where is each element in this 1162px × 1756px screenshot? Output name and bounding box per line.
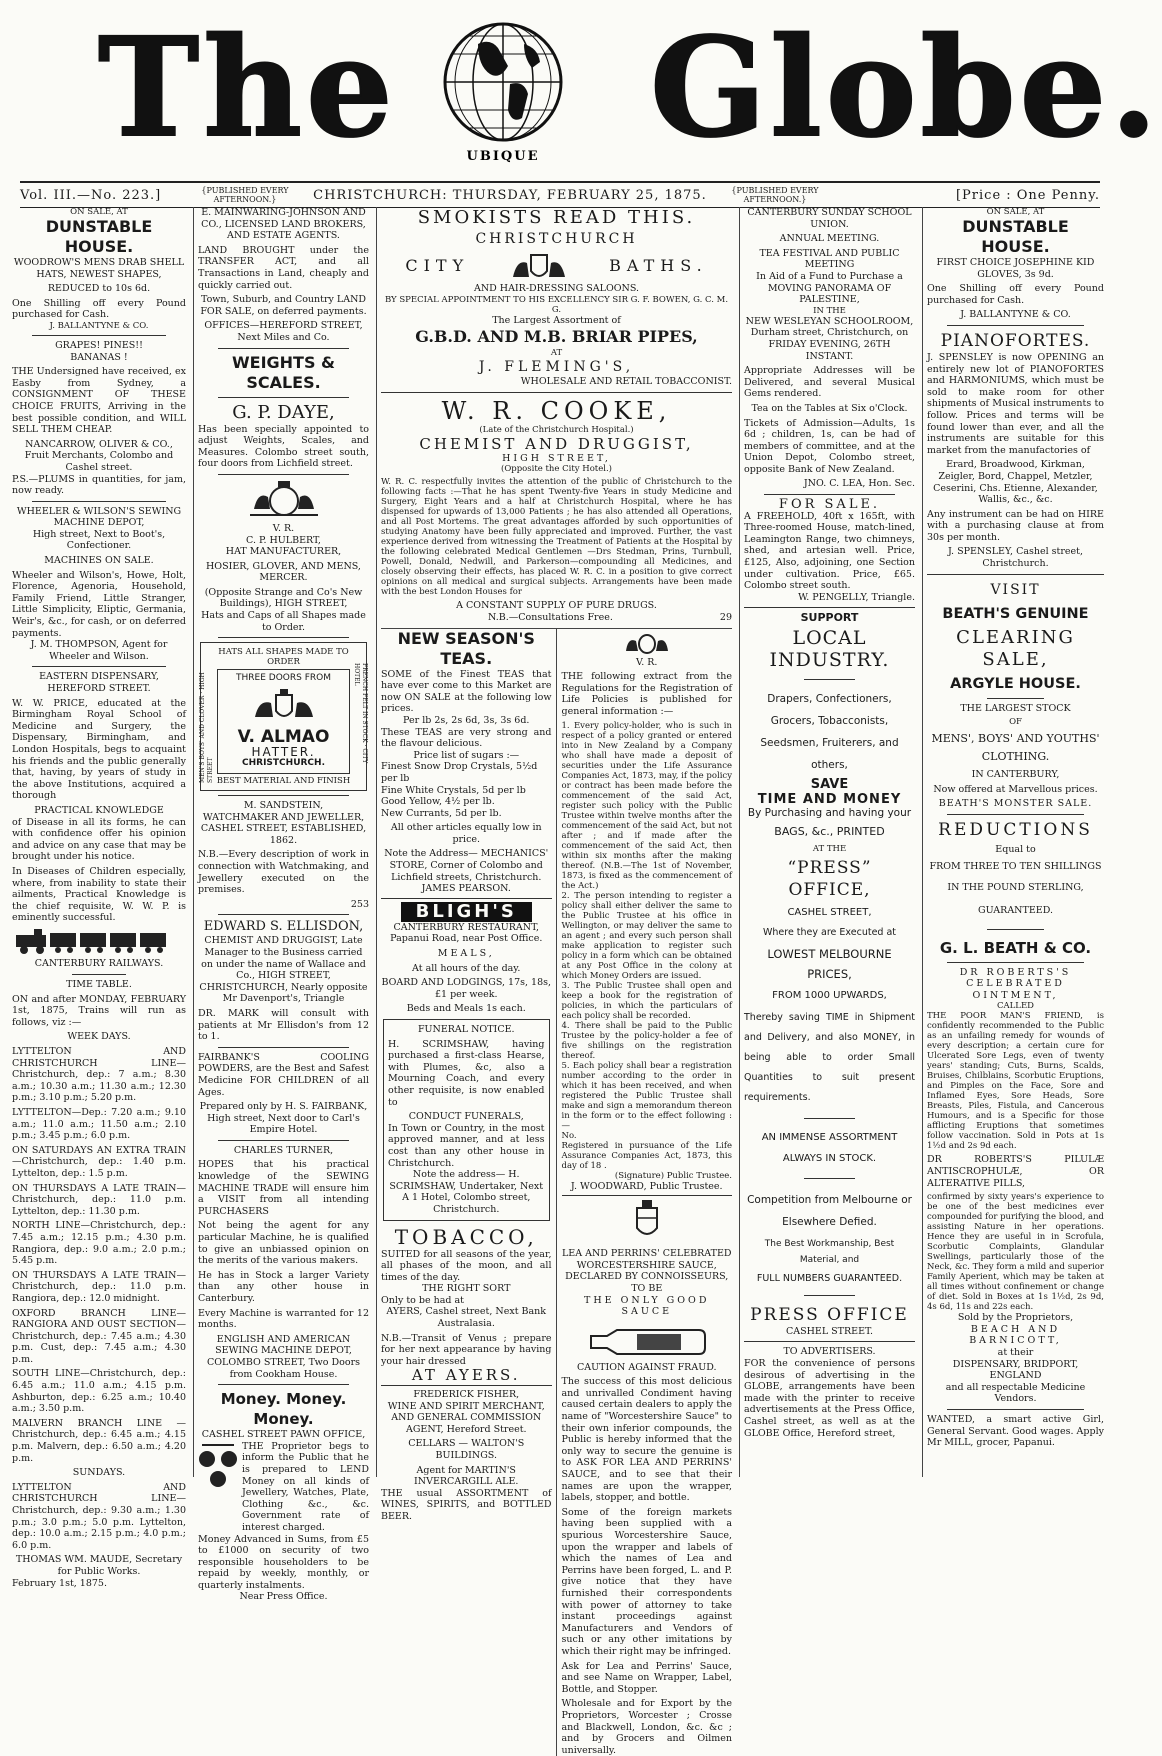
pawnbroker-balls-icon [198,1441,238,1491]
ad-almao-bottom: BEST MATERIAL AND FINISH [216,776,351,787]
column-5 [922,207,1108,1477]
ad-baths-right: BATHS. [609,256,708,276]
ad-press-save: SAVE [810,777,849,792]
ad-sunday-school-street: Durham street, Christchurch, on [750,327,909,339]
ad-press-immense: AN IMMENSE ASSORTMENT [761,1131,898,1143]
ad-lea-declared: DECLARED BY CONNOISSEURS, TO BE [565,1271,729,1294]
ad-wheeler-body: Wheeler and Wilson's, Howe, Holt, Florence, Agenoria, Household, Family Friend, Little Stranger, Little Simplicity, Eliptic, Germania, Weir's, &c., for cash, or on deferred payments. [12,569,186,639]
ad-cooke-trade: CHEMIST AND DRUGGIST, [419,434,694,453]
ad-almao-top: HATS ALL SHAPES MADE TO ORDER [218,647,349,668]
ad-funeral-body: H. SCRIMSHAW, having purchased a first-class Hearse, with Plumes, &c, also a Mourning Coach, and every other requisite, is now enabled to [388,1038,545,1108]
ad-ellisdon-body: CHEMIST AND DRUGGIST, Late Manager to the Business carried on under the name of Wallace and Co., HIGH STREET, CHRISTCHURCH, Nearly opposite Mr Davenport's, Triangle [199,935,368,1005]
ad-trustee-rule-5: 5. Each policy shall bear a registration number according to the order in which it has been received, and when registered the Public Trustee shall make and sign a memorandum thereon in the form or to the effect following :— [561,1060,732,1131]
ad-sandstein-note: N.B.—Every description of work in connection with Watchmaking, and Jewellery executed on the premises. [198,849,369,896]
issue-price: [Price : One Penny. [955,187,1100,203]
ad-gloves-body: FIRST CHOICE JOSEPHINE KID GLOVES, 3s 9d. [936,257,1095,280]
ad-fleming-trade: WHOLESALE AND RETAIL TOBACCONIST. [520,376,732,388]
ad-hulbert-body: HOSIER, GLOVER, AND MENS, MERCER. [206,560,361,584]
ad-roberts-heading: DR ROBERTS'S CELEBRATED OINTMENT, [959,966,1072,1001]
railways-line-6: ON THURSDAYS A LATE TRAIN—Christchurch, dep.: 11.0 p.m. Rangiora, dep.: 12.0 midnight. [12,1269,186,1304]
ad-trustee-body: THE following extract from the Regulations for the Registration of Life Policies is published for general information :— [561,671,732,717]
ad-press-cashel: CASHEL STREET, [787,906,872,918]
ad-dispensary-body2: of Disease in all its forms, he can with confidence offer his opinion and advice on any case that may be brought under his notice. [12,816,186,863]
ad-dunstable-sign: J. BALLANTYNE & CO. [49,320,149,331]
ad-grapes-sub: BANANAS ! [70,351,128,363]
ad-tobacco-heading: TOBACCO, [394,1224,538,1249]
ad-beath-canterbury: IN CANTERBURY, [971,769,1060,781]
baths-crest-icon [509,249,569,283]
ad-funeral-body2: In Town or Country, in the most approved manner, and at less cost than any other house in Christchurch. [388,1122,545,1169]
ad-teas-address: Note the Address— MECHANICS' STORE, Corner of Colombo and Lichfield streets, Christchurch. [384,848,549,883]
ad-lea-body4: Wholesale and for Export by the Proprietors, Worcester ; Crosse and Blackwell, London, &c. &c ; and by Grocers and Oilmen universally. [561,1698,732,1756]
ad-dunstable-heading: DUNSTABLE HOUSE. [45,217,153,256]
column-2 [193,207,373,1603]
ad-teas-body2: These TEAS are very strong and the flavour delicious. [381,726,552,750]
ad-beath-visit: VISIT [990,581,1041,598]
ad-beath-from: FROM THREE TO TEN SHILLINGS [929,860,1102,872]
ad-funeral-address: Note the address— H. SCRIMSHAW, Undertaker, Next A 1 Hotel, Colombo street, Christchurch. [389,1169,544,1215]
ad-ellisdon-heading: EDWARD S. ELLISDON, [203,919,364,935]
ad-dispensary-heading: EASTERN DISPENSARY, HEREFORD STREET. [39,671,159,694]
ad-pawn-heading: Money. Money. Money. [220,1390,347,1429]
ad-sunday-school-date: FRIDAY EVENING, 26TH INSTANT. [768,338,891,362]
ad-trustee-rule-3: 3. The Public Trustee shall open and keep a book for the registration of policies, in which the particulars of each policy shall be recorded. [561,980,732,1021]
ad-wheeler-heading: WHEELER & WILSON'S SEWING MACHINE DEPOT, [16,505,182,529]
train-icon [12,927,182,955]
ad-pawn-sign: Near Press Office. [239,1591,328,1603]
globe-icon [428,14,578,164]
ad-mainwaring-office: OFFICES—HEREFORD STREET, Next Miles and Co. [204,320,363,343]
ad-lea-body3: Ask for Lea and Perrins' Sauce, and see Name on Wrapper, Label, Bottle, and Stopper. [561,1660,732,1695]
railways-line-2: LYTTELTON—Dep.: 7.20 a.m.; 9.10 a.m.; 11.0 a.m.; 11.50 a.m.; 2.10 p.m.; 3.45 p.m.; 6.0 p.m. [12,1107,186,1142]
ad-grapes-sign: NANCARROW, OLIVER & CO., Fruit Merchants, Colombo and Cashel street. [24,438,174,473]
railways-line-9: MALVERN BRANCH LINE — Christchurch, dep.: 6.45 a.m.; 4.15 p.m. Malvern, dep.: 6.50 a.m.; 4.20 p.m. [12,1417,186,1464]
railways-date: February 1st, 1875. [12,1577,107,1589]
masthead-title-left: The [98,8,397,168]
lea-perrins-crest-icon [619,1200,675,1244]
ad-baths-saloons: AND HAIR-DRESSING SALOONS. [473,283,640,294]
ad-wheeler-sign: J. M. THOMPSON, Agent for Wheeler and Wilson. [30,639,168,662]
ad-tobacco-only: Only to be had at [381,1294,464,1306]
ad-roberts-proprietors: BEACH AND BARNICOTT, [969,1323,1062,1347]
ad-almao-city: CHRISTCHURCH. [242,758,325,769]
ad-almao-box [200,642,367,791]
ad-turner-body2: Not being the agent for any particular Machine, he is qualified to give an unbiassed opinion on the merits of the various makers. [198,1220,369,1267]
ad-tobacco-nb: N.B.—Transit of Venus ; prepare for her next appearance by having your hair dressed [381,1332,552,1367]
ad-tobacco-ayers: AYERS, Cashel street, Next Bank Australasia. [386,1306,547,1330]
ad-teas-sugar-2: Fine White Crystals, 5d per lb [381,784,526,796]
ad-grapes-heading: GRAPES! PINES!! [55,339,143,351]
ad-pipes-heading: G.B.D. AND M.B. BRIAR PIPES, [415,327,698,347]
ad-trustee-vr: V. R. [636,656,658,668]
ad-hulbert-trade: HAT MANUFACTURER, [225,546,342,558]
ad-trustee-no: No. [561,1130,577,1141]
ad-advertisers-heading: TO ADVERTISERS. [783,1346,876,1358]
ad-press-saving: Thereby saving TIME in Shipment and Delivery, and also MONEY, in being able to order Small Quantities to suit present requirements. [744,1011,915,1103]
ad-roberts-sold: Sold by the Proprietors, [957,1312,1074,1324]
ad-beath-pound: IN THE POUND STERLING, [947,881,1084,893]
ad-lea-sauce: WORCESTERSHIRE SAUCE, [576,1259,717,1271]
ad-pianofortes-hire: Any instrument can be had on HIRE with a purchasing clause at from 30s per month. [927,508,1104,543]
masthead [0,0,1162,178]
ad-trustee-rule-4: 4. There shall be paid to the Public Trustee by the policy-holder a fee of five shillings on the registration thereof. [561,1020,732,1061]
ad-mainwaring-body: LAND BROUGHT under the TRANSFER ACT, and all Transactions in Land, cheaply and quickly carried out. [198,244,369,291]
ad-trustee-registered: Registered in pursuance of the Life Assurance Companies Act, 1873, this day of 18 . [561,1140,732,1171]
ad-wheeler-address: High street, Next to Boot's, Confectioner. [32,528,166,552]
ad-dispensary-body: W. W. PRICE, educated at the Birmingham Royal School of Medicine and Surgery, the Dispensary, Birmingham, and London Hospitals, begs to acquaint his friends and the public generally that, having, by years of study in the above Institutions, acquired a thorough [12,697,186,802]
ad-roberts-body: THE POOR MAN'S FRIEND, is confidently recommended to the Public as an unfailing remedy for wounds of every description; a certain cure for Ulcerated Sore Legs, even of twenty years' standing; Cuts, Burns, Scalds, Bruises, Chilblains, Scorbutic Eruptions, and Pimples on the Face, Sore and Inflamed Eyes, Sore Heads, Sore Breasts, Piles, Fistula, and Cancerous Humours, and is a Specific for those afflicting Eruptions that sometimes follow vaccination. Sold in Pots at 1s 1½d and 2s 9d each. [927,1011,1104,1152]
ad-dispensary-body3: In Diseases of Children especially, where, from inability to state their ailments, Practical Knowledge is the chief requisite, W. W. P. is eminently successful. [12,865,186,924]
ad-turner-body4: Every Machine is warranted for 12 months. [198,1307,369,1331]
ad-teas-prices: Per lb 2s, 2s 6d, 3s, 3s 6d. [403,714,530,726]
railways-intro: ON and after MONDAY, FEBRUARY 1st, 1875, Trains will run as follows, viz :— [12,993,186,1028]
ad-sunday-school-room: NEW WESLEYAN SCHOOLROOM, [745,315,914,327]
ad-funeral-heading: FUNERAL NOTICE. [417,1024,515,1035]
ad-lea-caution: CAUTION AGAINST FRAUD. [577,1361,717,1373]
ad-fisher-cellars: CELLARS — WALTON'S BUILDINGS. [408,1438,525,1461]
ad-almao-doors: THREE DOORS FROM [236,673,331,684]
ad-gloves-sign: J. BALLANTYNE & CO. [960,309,1071,321]
ad-smokists-heading: SMOKISTS READ THIS. [417,207,696,228]
ad-grapes-body: THE Undersigned have received, ex Easby from Sydney, a CONSIGNMENT OF THESE CHOICE FRUITS, Arriving in the best possible condition, and WILL SELL THEM CHEAP. [12,366,186,436]
ad-roberts-dispensary: DISPENSARY, BRIDPORT, ENGLAND [952,1358,1079,1382]
ad-beath-equal: Equal to [995,844,1036,856]
ad-on-sale-label-2: ON SALE, AT [986,207,1045,217]
ad-hulbert-note: Hats and Caps of all Shapes made to Order. [201,610,366,633]
ad-sandstein-body: WATCHMAKER AND JEWELLER, CASHEL STREET, ESTABLISHED, 1862. [200,811,367,846]
ad-mainwaring-heading: E. MAINWARING-JOHNSON AND CO., LICENSED LAND BROKERS, AND ESTATE AGENTS. [201,207,366,242]
ad-fisher-heading: FREDERICK FISHER, [413,1389,520,1401]
ad-tobacco-body: SUITED for all seasons of the year, all phases of the moon, and all times of the day. [381,1248,552,1283]
ad-beath-now: Now offered at Marvellous prices. [933,783,1098,795]
ad-press-at: AT THE [812,843,847,854]
ad-wanted-body: WANTED, a smart active Girl, General Servant. Good wages. Apply Mr MILL, grocer, Papanui. [927,1413,1104,1449]
ad-trustee-rule-1: 1. Every policy-holder, who is such in respect of a policy granted or entered into in New Zealand by a Company who shall have made a deposit of securities under the Life Assurance Companies Act, 1873, may, if the policy or contract has been made before the commencement of the said Act, register such policy with the Public Trustee within twelve months after the commencement of the said Act, but not after ; and if made after the commencement of the said Act, then within six months after the making thereof. (N.B.—The 1st of November, 1873, is fixed as the commencement of the Act.) [561,720,732,891]
railways-line-10: LYTTELTON AND CHRISTCHURCH LINE—Christchurch, dep.: 9.30 a.m.; 1.30 p.m.; 3.0 p.m.; 5.0 p.m. Lyttelton, dep.: 10.0 a.m.; 2.15 p.m.; 4.0 p.m.; 6.0 p.m. [12,1481,186,1551]
dateline [20,181,1100,208]
ad-daye-body: Has been specially appointed to adjust Weights, Scales, and Measures. Colombo street south, four doors from Lichfield street. [198,423,369,470]
ad-press-full: FULL NUMBERS GUARANTEED. [756,1272,903,1284]
sauce-bottle-icon [587,1322,707,1358]
ad-almao-right-side: FRENCH FELT IN STOCK · CITY HOTEL [353,663,368,764]
ad-sandstein-name: M. SANDSTEIN, [243,800,324,812]
ad-sandstein-number: 253 [350,898,369,910]
ad-bligh-logo: BLIGH'S [401,902,532,922]
railways-line-7: OXFORD BRANCH LINE—RANGIORA AND OUST SECTION—Christchurch, dep.: 7.45 a.m.; 4.30 p.m. Cust, dep.: 7.45 a.m.; 4.30 p.m. [12,1307,186,1365]
railways-line-4: ON THURSDAYS A LATE TRAIN—Christchurch, dep.: 11.0 p.m. Lyttelton, dep.: 11.30 p.m. [12,1182,186,1217]
ad-bligh-heading: CANTERBURY RESTAURANT, [393,921,540,933]
ad-turner-heading: CHARLES TURNER, [233,1144,334,1156]
ad-bligh-board: BOARD AND LODGINGS, 17s, 18s, £1 per week. [381,977,552,1000]
ad-fairbank-body: Prepared only by H. S. FAIRBANK, High street, Next door to Carl's Empire Hotel. [199,1101,368,1136]
ad-sunday-school-addresses: Appropriate Addresses will be Delivered, and several Musical Gems rendered. [744,365,915,400]
ad-cooke-late: (Late of the Christchurch Hospital.) [479,424,634,435]
railways-line-8: SOUTH LINE—Christchurch, dep.: 6.45 a.m.; 11.0 a.m.; 4.15 p.m. Ashburton, dep.: 6.25 a.m.; 10.40 a.m.; 3.50 p.m. [12,1368,186,1415]
ad-sunday-school-sign: JNO. C. LEA, Hon. Sec. [803,478,915,490]
ad-press-always: ALWAYS IN STOCK. [782,1152,877,1164]
ad-fisher-body2: THE usual ASSORTMENT of WINES, SPIRITS, and BOTTLED BEER. [381,1487,552,1522]
ad-pawn-body: THE Proprietor begs to inform the Public that he is prepared to LEND Money on all kinds of Jewellery, Watches, Plate, Clothing &c., &c. Government rate of interest charged. [242,1440,369,1533]
ad-roberts-body2: confirmed by sixty years's experience to be one of the best medicines ever compounded for purifying the blood, and assisting Nature in her operations. Hence they are useful in in Scrofula, Scorbutic Complaints, Glandular Swellings, particularly those of the Neck, &c. They form a mild and superior Family Aperient, which may be taken at all times without confinement or change of diet. Sold in Boxes at 1s 1½d, 2s 9d, 4s 6d, 11s and 22s each. [927,1192,1104,1313]
ad-daye-name: G. P. DAYE, [232,401,335,423]
ad-beath-reductions: REDUCTIONS [938,820,1093,841]
ad-grapes-ps: P.S.—PLUMS in quantities, for jam, now ready. [12,473,186,497]
ad-pawn-body2: Money Advanced in Sums, from £5 to £1000 on security of two responsible householders to be repaid by weekly, monthly, or quarterly instalments. [198,1533,369,1591]
ad-bligh-hours: At all hours of the day. [412,962,521,974]
ad-trustee-sign: J. WOODWARD, Public Trustee. [570,1180,723,1192]
ad-roberts-vendors: and all respectable Medicine Vendors. [945,1381,1086,1405]
column-1 [8,207,190,1589]
published-note-left: {PUBLISHED EVERY AFTERNOON.} [201,186,289,204]
ad-teas-sugar-4: New Currants, 5d per lb. [381,807,502,819]
ad-fairbank-heading: FAIRBANK'S COOLING POWDERS, are the Best and Safest Medicine FOR CHILDREN of all Ages. [198,1051,369,1098]
ad-sunday-school-tea: Tea on the Tables at Six o'Clock. [751,402,908,414]
ad-hulbert-address: (Opposite Strange and Co's New Buildings), HIGH STREET, [204,586,363,610]
ad-cooke-nb: N.B.—Consultations Free. [488,611,613,623]
ad-pianofortes-sign: J. SPENSLEY, Cashel street, Christchurch. [947,546,1084,570]
railways-line-1: LYTTELTON AND CHRISTCHURCH LINE—Christchurch, dep.: 7 a.m.; 8.30 a.m.; 10.30 a.m.; 11.30 a.m.; 12.30 p.m.; 3.10 p.m.; 5.20 p.m. [12,1046,186,1104]
ad-teas-sugar-3: Good Yellow, 4½ per lb. [381,796,495,808]
ad-almao-name: V. ALMAO [237,726,330,747]
ad-cooke-street: HIGH STREET, [502,452,611,464]
ad-on-sale-label: ON SALE, AT [70,207,128,217]
ad-sunday-school-panorama: MOVING PANORAMA OF PALESTINE, [767,282,892,306]
railways-line-5: NORTH LINE—Christchurch, dep.: 7.45 a.m.; 12.15 p.m.; 4.30 p.m. Rangiora, dep.: 9.0 a.m.; 2.0 p.m.; 5.45 p.m. [12,1220,186,1267]
ad-turner-depot: ENGLISH AND AMERICAN SEWING MACHINE DEPOT, COLOMBO STREET, Two Doors from Cookham House. [206,1333,361,1380]
ad-teas-sugars: Price list of sugars :— [413,749,520,761]
ad-baths-city: CHRISTCHURCH [475,231,638,247]
ad-hulbert-vr: V. R. [272,522,295,534]
ad-fleming-name: J. FLEMING'S, [478,359,635,376]
ad-cooke-number: 29 [719,611,732,623]
ad-gloves-note: One Shilling off every Pound purchased for Cash. [927,283,1104,306]
ad-dispensary-sub: PRACTICAL KNOWLEDGE [34,804,164,816]
ad-beath-argyle: ARGYLE HOUSE. [950,675,1081,692]
ad-baths-left: CITY [405,256,470,276]
ad-for-sale-heading: FOR SALE. [778,497,881,513]
ad-pawn-sub: CASHEL STREET PAWN OFFICE, [201,1429,366,1441]
ad-beath-clearing: CLEARING SALE, [956,626,1075,670]
ad-beath-of: OF [1009,717,1022,728]
ad-sunday-school-in: IN THE [813,305,846,316]
ad-teas-sign: JAMES PEARSON. [421,883,511,895]
ad-bligh-beds: Beds and Meals 1s each. [406,1003,526,1015]
issue-date: CHRISTCHURCH: THURSDAY, FEBRUARY 25, 1875. [313,187,707,203]
ad-press-from: FROM 1000 UPWARDS, [772,989,887,1001]
crest-icon [249,689,319,723]
ad-press-local: LOCAL INDUSTRY. [769,627,890,671]
ad-beath-sign: G. L. BEATH & CO. [939,938,1092,957]
ad-lea-only: THE ONLY GOOD SAUCE [584,1294,710,1318]
ad-press-lowest: LOWEST MELBOURNE PRICES, [767,946,892,981]
ad-pipes-at: AT [550,348,563,359]
ad-dunstable-heading-2: DUNSTABLE HOUSE. [962,217,1069,256]
ad-dunstable-note: One Shilling off every Pound purchased for Cash. [12,297,186,321]
railways-heading: CANTERBURY RAILWAYS. [34,958,164,970]
railways-line-3: ON SATURDAYS AN EXTRA TRAIN—Christchurch, dep.: 1.40 p.m. Lyttelton, dep.: 1.5 p.m. [12,1144,186,1179]
ad-wheeler-sub: MACHINES ON SALE. [44,555,154,567]
ad-funeral-sub: CONDUCT FUNERALS, [408,1111,524,1123]
ad-beath-monster: BEATH'S MONSTER SALE. [938,798,1093,810]
ad-press-best: The Best Workmanship, Best Material, and [764,1238,895,1265]
royal-arms-small-icon [612,631,682,655]
column-3 [376,207,736,1756]
ad-sunday-school-heading: CANTERBURY SUNDAY SCHOOL UNION. [747,207,912,230]
ad-teas-body3: All other articles equally low in price. [390,822,542,845]
ad-hulbert-name: C. P. HULBERT, [246,534,321,546]
railways-sundays: SUNDAYS. [72,1467,126,1479]
ad-dunstable-reduced: REDUCED to 10s 6d. [47,283,151,295]
ad-roberts-called: CALLED [997,1001,1034,1012]
railways-weekdays: WEEK DAYS. [67,1031,131,1043]
royal-arms-icon [244,479,324,519]
ad-baths-appointment: BY SPECIAL APPOINTMENT TO HIS EXCELLENCY SIR G. F. BOWEN, G. C. M. G. [384,294,729,315]
ad-fisher-agent: Agent for MARTIN'S INVERCARGILL ALE. [414,1464,519,1488]
ad-roberts-at: at their [997,1346,1034,1358]
ad-cooke-opposite: (Opposite the City Hotel.) [501,464,612,475]
ad-beath-mens: MENS', BOYS' AND YOUTHS' CLOTHING. [931,732,1100,764]
ad-for-sale-sign: W. PENGELLY, Triangle. [798,591,915,603]
ad-cooke-name: W. R. COOKE, [441,396,672,425]
ad-cooke-body: W. R. C. respectfully invites the attention of the public of Christchurch to the following facts :—That he has spent Twenty-five Years in study Medicine and Surgery, Eight Years and a half at Christchurch Hospital, where he has dispensed for upwards of 13,000 Patients ; he has also attended all Operations, and all Post Mortems. The great advantages afforded by such opportunities of studying Anatomy have been fully appreciated and improved. Further, the vast experience derived from witnessing the Treatment of Patients at the Hospital by the following celebrated Medical Gentlemen —Drs Stedman, Prins, Turnbull, Powell, Donald, Nedwill, and Parkerson—compounding all Medicines, and closely observing their effects, has placed W. R. C. in a position to give correct opinions on all medical and surgical subjects. Arrangements have been made with the best London Houses for [381,477,732,598]
ad-sunday-school-aid: In Aid of a Fund to Purchase a [756,270,903,282]
ad-sunday-school-body: TEA FESTIVAL AND PUBLIC MEETING [759,247,900,271]
ad-trustee-rule-2: 2. The person intending to register a policy shall either deliver the same to the Public Trustee at his office in Wellington, or may deliver the same to an agent ; and every such person shall make application to register such policy in a form which can be obtained at any Post Office in the colony at which Money Orders are issued. [561,890,732,981]
ad-sunday-school-tickets: Tickets of Admission—Adults, 1s 6d ; children, 1s, can be had of members of committee, and at the Union Depot, Colombo street, opposite Bank of New Zealand. [744,417,915,475]
ad-roberts-pills: DR ROBERTS'S PILULÆ ANTISCROPHULÆ, OR ALTERATIVE PILLS, [927,1154,1104,1189]
ad-beath-guaranteed: GUARANTEED. [978,904,1053,916]
railways-timetable: TIME TABLE. [66,979,132,991]
ad-teas-sugar-1: Finest Snow Drop Crystals, 5½d per lb [381,761,538,784]
ad-trustee-signature: (Signature) Public Trustee. [614,1170,732,1181]
ad-beath-genuine: BEATH'S GENUINE [942,605,1089,622]
ad-bligh-meals: MEALS, [437,948,495,960]
ad-for-sale-body: A FREEHOLD, 40ft x 165ft, with Three-roomed House, match-lined, Leamington Range, two chimneys, shed, and artesian well. Price, £125, Also, adjoining, one Section under cultivation. Price, £65. Colombo street south. [744,510,915,592]
ad-dunstable-body: WOODROW'S MENS DRAB SHELL HATS, NEWEST SHAPES, [13,257,185,280]
railways-sign: THOMAS WM. MAUDE, Secretary for Public Works. [15,1554,183,1577]
ad-press-where: Where they are Executed at [762,926,897,938]
ad-press-competition: Competition from Melbourne or Elsewhere Defied. [747,1193,912,1228]
ad-teas-body: SOME of the Finest TEAS that have ever come to this Market are now ON SALE at the following low prices. [381,668,552,715]
ad-lea-body2: Some of the foreign markets having been supplied with a spurious Worcestershire Sauce, upon the wrapper and labels of which the names of Lea and Perrins have been forged, L. and P. give notice that they have furnished their correspondents with power of attorney to take instant proceedings against Manufacturers and Vendors of such or any other imitations by which their right may be infringed. [561,1506,732,1657]
ad-almao-left-side: MEN'S BOYS' AND CLOVER · HIGH STREET [199,672,214,784]
ad-tobacco-sort: THE RIGHT SORT [422,1283,511,1295]
ad-cooke-supply: A CONSTANT SUPPLY OF PURE DRUGS. [456,600,657,612]
ad-press-trades: Drapers, Confectioners, Grocers, Tobacconists, Seedsmen, Fruiterers, and others, [760,693,899,771]
ad-fisher-body: WINE AND SPIRIT MERCHANT, AND GENERAL COMMISSION AGENT, Hereford Street. [387,1400,545,1435]
ad-pianofortes-makers: Erard, Broadwood, Kirkman, Zeigler, Bord, Chappel, Metzler, Ceserini, Chs. Etienne, Alexander, Wallis, &c., &c. [933,459,1098,506]
masthead-motto: UBIQUE [466,149,540,164]
ad-press-support: SUPPORT [800,611,859,625]
ad-lea-body: The success of this most delicious and unrivalled Condiment having caused certain dealers to apply the name of "Worcestershire Sauce" to their own inferior compounds, the Public is hereby informed that the only way to secure the genuine is to ASK FOR LEA AND PERRINS' SAUCE, and to see that their names are upon the wrapper, labels, stopper, and bottle. [561,1376,732,1504]
ad-press-office-cashel: CASHEL STREET. [785,1325,873,1337]
ad-baths-largest: The Largest Assortment of [492,314,621,326]
ad-press-office: “PRESS” OFFICE, [787,857,872,900]
published-note-right: {PUBLISHED EVERY AFTERNOON.} [731,186,819,204]
ad-press-bags: BAGS, &c., PRINTED [774,824,885,838]
ad-ellisdon-note: DR. MARK will consult with patients at Mr Ellisdon's from 12 to 1. [198,1007,369,1043]
ad-pianofortes-body: J. SPENSLEY is now OPENING an entirely new lot of PIANOFORTES and HARMONIUMS, which must be sold to make room for other shipments of Musical instruments to follow. Prices and terms will be found lower than ever, and all the instruments are suitable for this market from the manufactories of [927,351,1104,456]
ad-bligh-address: Papanui Road, near Post Office. [390,933,543,945]
column-4 [739,207,919,1477]
ad-tobacco-at: AT AYERS. [411,1366,521,1385]
ad-mainwaring-body2: Town, Suburb, and Country LAND FOR SALE, on deferred payments. [200,294,367,317]
ad-press-purchasing: By Purchasing and having your [747,807,912,820]
ad-lea-heading: LEA AND PERRINS' CELEBRATED [561,1248,732,1260]
ad-advertisers-body: FOR the convenience of persons desirous of advertising in the GLOBE, arrangements have been made with the printer to receive advertisements at the Press Office, Cashel street, as well as at the GLOBE Office, Hereford street, [744,1357,915,1439]
volume-number: Vol. III.—No. 223.] [20,187,162,203]
ad-turner-body: HOPES that his practical knowledge of the SEWING MACHINE TRADE will ensure him a VISIT from all intending PURCHASERS [198,1159,369,1217]
masthead-title-right: Globe. [650,8,1162,168]
ad-almao-trade: HATTER. [251,744,316,759]
ad-sunday-school-sub: ANNUAL MEETING. [779,233,880,245]
ad-turner-body3: He has in Stock a larger Variety than any other house in Canterbury. [198,1269,369,1304]
ad-weights-heading: WEIGHTS & SCALES. [231,352,335,392]
ad-press-office-footer: PRESS OFFICE [750,1304,909,1325]
ad-teas-heading: NEW SEASON'S TEAS. [397,628,535,668]
ad-press-time: TIME AND MONEY [757,791,902,807]
ad-beath-largest: THE LARGEST STOCK [960,702,1071,714]
ad-pianofortes-heading: PIANOFORTES. [940,330,1091,351]
